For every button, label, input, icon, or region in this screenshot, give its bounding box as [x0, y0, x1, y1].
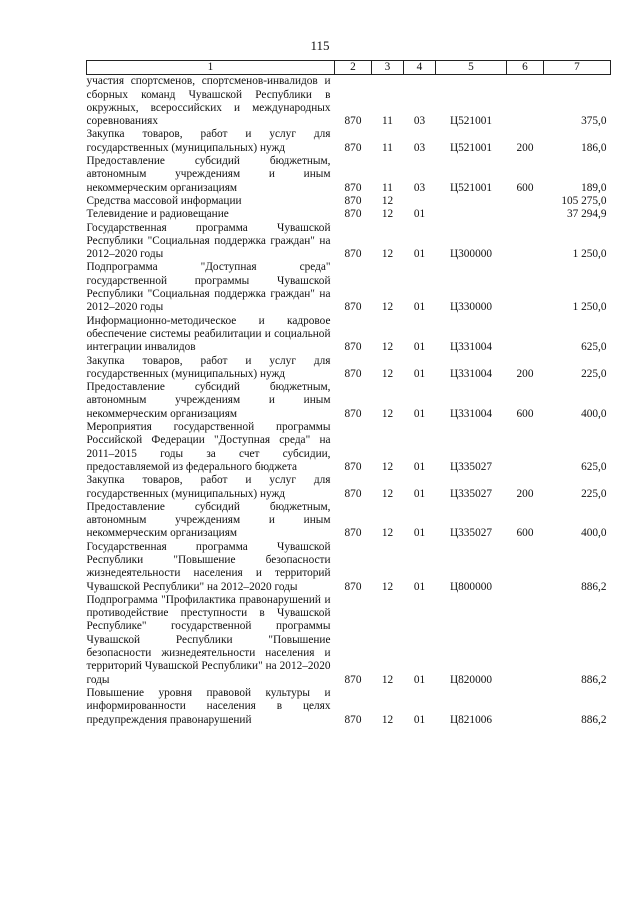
- cell-c7: 189,0: [581, 181, 607, 194]
- cell-c3: 12: [381, 487, 394, 500]
- cell-c3: 12: [381, 673, 394, 686]
- cell-c5: Ц300000: [449, 248, 493, 261]
- cell-c4: 01: [413, 580, 426, 593]
- table-row: [87, 541, 611, 594]
- cell-c5: Ц335027: [449, 460, 493, 473]
- table-row: [87, 421, 611, 474]
- cell-c2: 870: [344, 141, 362, 154]
- cell-c6: 600: [516, 527, 534, 540]
- cell-c6: [507, 222, 544, 262]
- cell-c5: Ц821006: [449, 713, 493, 726]
- header-row: [87, 61, 611, 75]
- cell-c4: 03: [413, 115, 426, 128]
- cell-c7: 1 250,0: [572, 248, 607, 261]
- cell-c4: 01: [413, 487, 426, 500]
- cell-c6: 200: [516, 141, 534, 154]
- cell-c2: 870: [344, 460, 362, 473]
- cell-c7: 400,0: [581, 527, 607, 540]
- cell-c6: [507, 594, 544, 687]
- table-row: [87, 155, 611, 195]
- cell-c2: 870: [344, 248, 362, 261]
- column-header: 1: [87, 61, 335, 75]
- cell-c3: 12: [381, 527, 394, 540]
- cell-c5: Ц331004: [449, 407, 493, 420]
- cell-c2: 870: [344, 407, 362, 420]
- table-row: [87, 687, 611, 727]
- row-description: Повышение уровня правовой культуры и информированности населения в целях предупреждения правонарушений: [86, 686, 331, 726]
- cell-c3: 12: [381, 248, 394, 261]
- cell-c7: 1 250,0: [572, 301, 607, 314]
- cell-c2: 870: [344, 487, 362, 500]
- cell-c5: Ц800000: [449, 580, 493, 593]
- row-description: Телевидение и радиовещание: [86, 208, 229, 221]
- cell-c4: 01: [413, 341, 426, 354]
- cell-c2: 870: [344, 194, 362, 207]
- column-header: 6: [507, 61, 544, 75]
- cell-c4: 03: [413, 181, 426, 194]
- row-description: Подпрограмма "Профилактика правонарушений и противодействие преступности в Чувашской Республике" государственной программы Чувашской Республики "Повышение безопасности жизнедеятельности населения и территорий Чувашской Республики" на 2012–2020 годы: [86, 593, 331, 686]
- column-header: 7: [544, 61, 611, 75]
- table-row: [87, 222, 611, 262]
- cell-c5: [436, 208, 507, 221]
- page-number: 115: [310, 38, 330, 53]
- cell-c3: 12: [381, 301, 394, 314]
- table-row: [87, 594, 611, 687]
- cell-c5: Ц330000: [449, 301, 493, 314]
- cell-c2: 870: [344, 115, 362, 128]
- table-row: [87, 501, 611, 541]
- cell-c4: 03: [413, 141, 426, 154]
- cell-c6: [507, 195, 544, 208]
- cell-c4: 01: [413, 367, 426, 380]
- cell-c2: 870: [344, 580, 362, 593]
- row-description: Информационно-методическое и кадровое обеспечение системы реабилитации и социальной интеграции инвалидов: [86, 314, 331, 354]
- column-header: 4: [404, 61, 436, 75]
- cell-c6: 600: [516, 181, 534, 194]
- cell-c2: 870: [344, 208, 362, 221]
- row-description: Закупка товаров, работ и услуг для государственных (муниципальных) нужд: [86, 128, 331, 154]
- cell-c2: 870: [344, 713, 362, 726]
- table-body: [87, 75, 611, 727]
- cell-c7: 225,0: [581, 367, 607, 380]
- cell-c5: Ц521001: [449, 141, 493, 154]
- cell-c7: 105 275,0: [561, 194, 607, 207]
- row-description: Средства массовой информации: [86, 194, 242, 207]
- row-description: Закупка товаров, работ и услуг для государственных (муниципальных) нужд: [86, 354, 331, 380]
- cell-c4: 01: [413, 527, 426, 540]
- cell-c3: 12: [381, 194, 394, 207]
- cell-c3: 11: [382, 181, 393, 194]
- table-row: [87, 128, 611, 155]
- cell-c2: 870: [344, 673, 362, 686]
- cell-c5: Ц331004: [449, 367, 493, 380]
- cell-c6: 200: [516, 367, 534, 380]
- cell-c4: [404, 195, 436, 208]
- cell-c6: [507, 261, 544, 314]
- cell-c3: 12: [381, 713, 394, 726]
- cell-c7: 375,0: [581, 115, 607, 128]
- column-header: 5: [436, 61, 507, 75]
- budget-table: [86, 60, 611, 727]
- cell-c6: [507, 75, 544, 129]
- table-row: [87, 381, 611, 421]
- cell-c6: 200: [516, 487, 534, 500]
- table-row: [87, 355, 611, 382]
- cell-c4: 01: [413, 673, 426, 686]
- row-description: Предоставление субсидий бюджетным, автономным учреждениям и иным некоммерческим организациям: [86, 500, 331, 540]
- cell-c2: 870: [344, 301, 362, 314]
- cell-c2: 870: [344, 367, 362, 380]
- cell-c7: 886,2: [581, 673, 607, 686]
- row-description: участия спортсменов, спортсменов-инвалидов и сборных команд Чувашской Республики в окружных, всероссийских и международных соревнованиях: [86, 75, 331, 128]
- cell-c7: 625,0: [581, 341, 607, 354]
- cell-c5: Ц335027: [449, 487, 493, 500]
- cell-c5: Ц521001: [449, 115, 493, 128]
- cell-c4: 01: [413, 248, 426, 261]
- table-row: [87, 315, 611, 355]
- column-header: 2: [335, 61, 372, 75]
- cell-c6: [507, 421, 544, 474]
- row-description: Государственная программа Чувашской Республики "Повышение безопасности жизнедеятельности населения и территорий Чувашской Республики" на 2012–2020 годы: [86, 540, 331, 593]
- cell-c7: 37 294,9: [566, 208, 607, 221]
- cell-c4: 01: [413, 407, 426, 420]
- cell-c7: 886,2: [581, 580, 607, 593]
- row-description: Государственная программа Чувашской Республики "Социальная поддержка граждан" на 2012–2020 годы: [86, 221, 331, 261]
- cell-c6: 600: [516, 407, 534, 420]
- cell-c6: [507, 208, 544, 221]
- table-row: [87, 195, 611, 208]
- cell-c6: [507, 687, 544, 727]
- cell-c3: 12: [381, 341, 394, 354]
- cell-c4: 01: [413, 208, 426, 221]
- cell-c3: 12: [381, 580, 394, 593]
- row-description: Предоставление субсидий бюджетным, автономным учреждениям и иным некоммерческим организациям: [86, 155, 331, 194]
- cell-c7: 186,0: [581, 141, 607, 154]
- table-row: [87, 474, 611, 501]
- cell-c7: 886,2: [581, 713, 607, 726]
- cell-c5: Ц521001: [449, 181, 493, 194]
- cell-c7: 400,0: [581, 407, 607, 420]
- row-description: Предоставление субсидий бюджетным, автономным учреждениям и иным некоммерческим организациям: [86, 381, 331, 420]
- cell-c3: 11: [382, 141, 393, 154]
- cell-c6: [507, 315, 544, 355]
- table-row: [87, 75, 611, 129]
- cell-c4: 01: [413, 460, 426, 473]
- cell-c3: 11: [382, 115, 393, 128]
- row-description: Мероприятия государственной программы Российской Федерации "Доступная среда" на 2011–2015 годы за счет субсидии, предоставляемой из федерального бюджета: [86, 421, 331, 473]
- cell-c7: 625,0: [581, 460, 607, 473]
- cell-c2: 870: [344, 341, 362, 354]
- cell-c7: 225,0: [581, 487, 607, 500]
- cell-c5: Ц335027: [449, 527, 493, 540]
- cell-c2: 870: [344, 181, 362, 194]
- cell-c5: Ц820000: [449, 673, 493, 686]
- table-row: [87, 261, 611, 314]
- cell-c3: 12: [381, 460, 394, 473]
- cell-c3: 12: [381, 407, 394, 420]
- cell-c4: 01: [413, 301, 426, 314]
- cell-c5: Ц331004: [449, 341, 493, 354]
- column-header: 3: [372, 61, 404, 75]
- cell-c4: 01: [413, 713, 426, 726]
- cell-c3: 12: [381, 367, 394, 380]
- cell-c6: [507, 541, 544, 594]
- cell-c2: 870: [344, 527, 362, 540]
- cell-c5: [436, 195, 507, 208]
- table-row: [87, 208, 611, 221]
- row-description: Подпрограмма "Доступная среда" государственной программы Чувашской Республики "Социальная поддержка граждан" на 2012–2020 годы: [86, 261, 331, 314]
- row-description: Закупка товаров, работ и услуг для государственных (муниципальных) нужд: [86, 474, 331, 500]
- cell-c3: 12: [381, 208, 394, 221]
